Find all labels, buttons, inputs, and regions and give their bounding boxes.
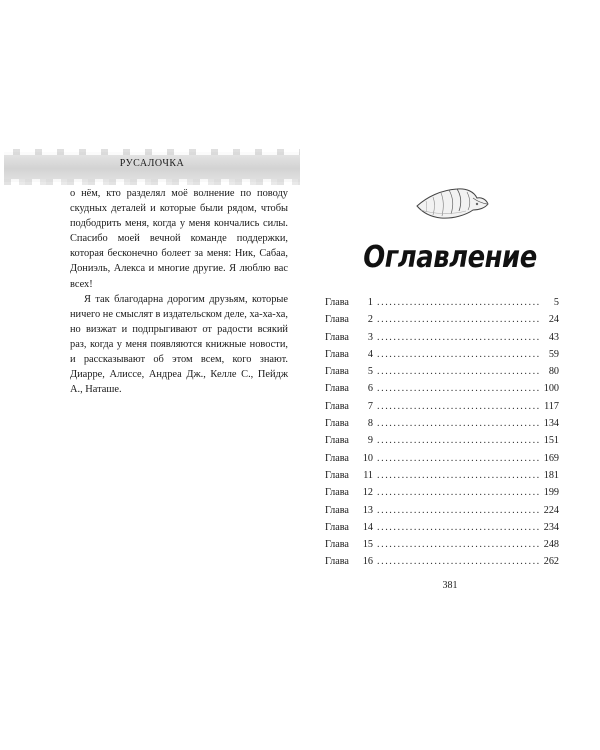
toc-entry-label: Глава <box>325 400 349 412</box>
toc-entry-page: 100 <box>543 383 559 395</box>
toc-entry-page: 59 <box>548 348 559 360</box>
paragraph: о нём, кто разделял моё волнение по поводу скудных деталей и которые были рядом, чтобы подбодрить меня, когда у меня кончались силы. Спасибо моей вечной команде поддержки, которая бесконечно болеет за меня: Ник, Сабаа, Дониэль, Алекса и многие другие. Я люблю вас всех! <box>70 188 288 290</box>
toc-entry <box>325 484 559 501</box>
seashell-icon <box>411 184 493 224</box>
toc-title: Оглавление <box>363 240 537 275</box>
toc-entry <box>325 432 559 449</box>
toc-leader-dots <box>377 484 539 501</box>
toc-entry-page: 151 <box>543 435 559 447</box>
toc-entry-page: 24 <box>548 314 559 326</box>
toc-entry-number: 8 <box>367 418 373 430</box>
table-of-contents <box>325 294 559 571</box>
toc-entry <box>325 398 559 415</box>
toc-leader-dots <box>377 536 539 553</box>
toc-entry-label: Глава <box>325 435 349 447</box>
toc-entry <box>325 294 559 311</box>
toc-entry-label: Глава <box>325 418 349 430</box>
toc-entry-number: 3 <box>367 331 373 343</box>
toc-entry-label: Глава <box>325 521 349 533</box>
toc-leader-dots <box>377 553 539 570</box>
toc-entry-page: 234 <box>543 521 559 533</box>
toc-leader-dots <box>377 363 539 380</box>
toc-entry <box>325 502 559 519</box>
toc-leader-dots <box>377 346 539 363</box>
right-page <box>300 0 600 750</box>
toc-entry-label: Глава <box>325 383 349 395</box>
paragraph: Я так благодарна дорогим друзьям, которые ничего не смыслят в издательском деле, ха-ха-ха, но визжат и подпрыгивают от радости всякий раз, когда у меня появляются книжные новости, и рассказывают об этом всем, кого знают. Диарре, Алиссе, Андреа Дж., Келле С., Пейдж А., Наташе. <box>70 293 288 396</box>
toc-entry <box>325 536 559 553</box>
toc-entry-page: 262 <box>543 556 559 568</box>
toc-entry-label: Глава <box>325 348 349 360</box>
toc-entry-number: 5 <box>367 366 373 378</box>
toc-entry-label: Глава <box>325 504 349 516</box>
toc-entry <box>325 363 559 380</box>
toc-leader-dots <box>377 329 539 346</box>
toc-entry-number: 1 <box>367 297 373 308</box>
toc-entry-page: 80 <box>548 366 559 378</box>
toc-leader-dots <box>377 380 539 397</box>
toc-entry-label: Глава <box>325 487 349 499</box>
toc-leader-dots <box>377 294 539 311</box>
toc-leader-dots <box>377 311 539 328</box>
running-header: РУСАЛОЧКА <box>119 158 185 169</box>
acknowledgements-text <box>70 186 288 397</box>
toc-leader-dots <box>377 519 539 536</box>
toc-entry-number: 10 <box>362 452 373 464</box>
toc-entry <box>325 519 559 536</box>
toc-entry-number: 14 <box>362 521 373 533</box>
toc-entry-number: 13 <box>362 504 373 516</box>
page-number: 381 <box>442 580 458 591</box>
toc-entry <box>325 346 559 363</box>
toc-entry-page: 248 <box>543 539 559 551</box>
toc-entry-page: 134 <box>543 418 559 430</box>
toc-entry-page: 43 <box>548 331 559 343</box>
toc-entry <box>325 467 559 484</box>
toc-leader-dots <box>377 502 539 519</box>
toc-entry-page: 117 <box>544 400 559 412</box>
toc-entry-page: 224 <box>543 504 559 516</box>
toc-leader-dots <box>377 432 539 449</box>
toc-entry-label: Глава <box>325 556 349 568</box>
toc-leader-dots <box>377 450 539 467</box>
toc-entry-number: 2 <box>367 314 373 326</box>
toc-entry-label: Глава <box>325 469 349 481</box>
toc-entry-number: 7 <box>367 400 373 412</box>
toc-entry-page: 169 <box>543 452 559 464</box>
toc-entry <box>325 380 559 397</box>
toc-entry <box>325 311 559 328</box>
toc-entry <box>325 553 559 570</box>
toc-entry-number: 4 <box>367 348 373 360</box>
toc-entry-number: 12 <box>362 487 373 499</box>
toc-leader-dots <box>377 398 539 415</box>
toc-leader-dots <box>377 415 539 432</box>
toc-entry-label: Глава <box>325 331 349 343</box>
toc-entry-label: Глава <box>325 366 349 378</box>
toc-entry-label: Глава <box>325 297 349 308</box>
toc-leader-dots <box>377 467 539 484</box>
toc-entry <box>325 329 559 346</box>
toc-entry-number: 16 <box>362 556 373 568</box>
toc-entry-label: Глава <box>325 539 349 551</box>
toc-entry-label: Глава <box>325 452 349 464</box>
toc-entry <box>325 415 559 432</box>
toc-entry-number: 11 <box>363 469 373 481</box>
toc-entry-number: 6 <box>367 383 373 395</box>
toc-entry <box>325 450 559 467</box>
toc-entry-label: Глава <box>325 314 349 326</box>
toc-entry-number: 9 <box>367 435 373 447</box>
toc-entry-number: 15 <box>362 539 373 551</box>
toc-entry-page: 199 <box>543 487 559 499</box>
toc-entry-page: 181 <box>543 469 559 481</box>
toc-entry-page: 5 <box>553 297 559 308</box>
